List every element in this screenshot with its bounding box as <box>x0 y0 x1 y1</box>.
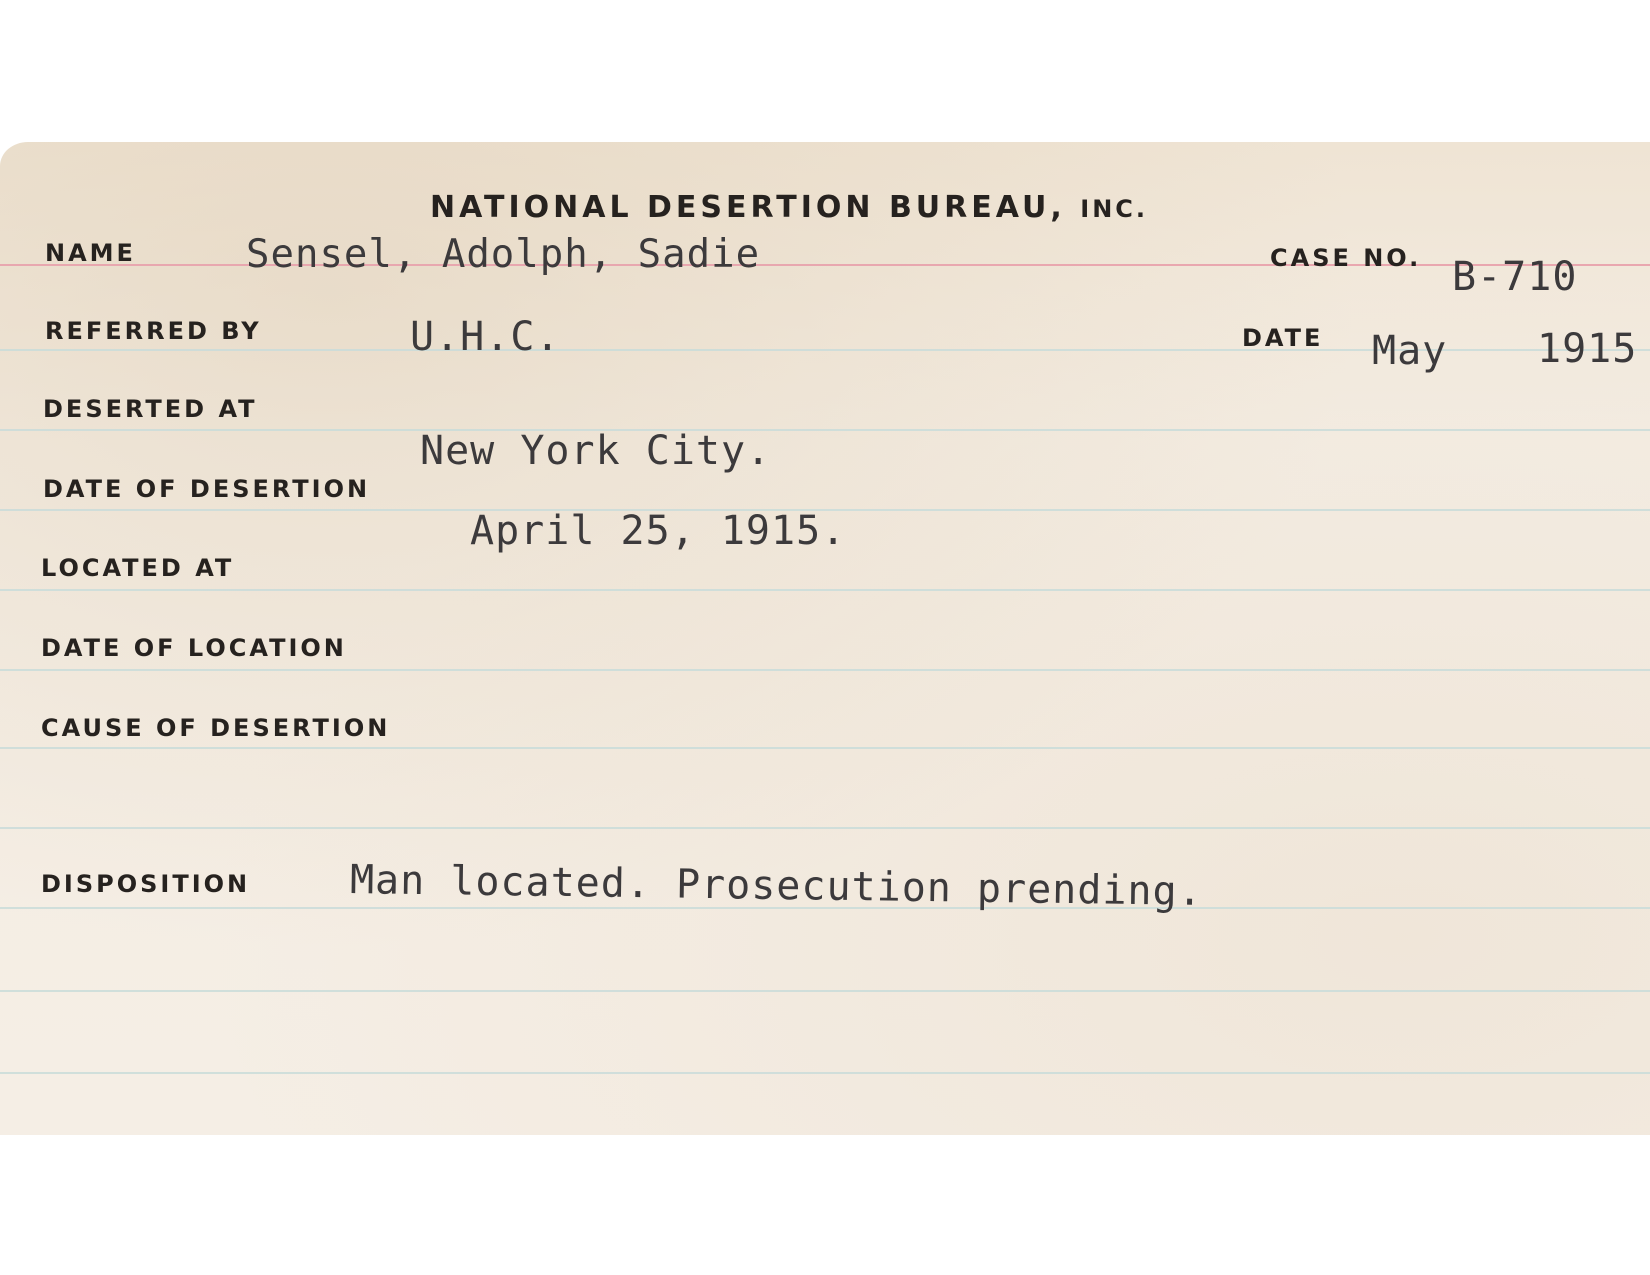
case-no-label: CASE NO. <box>1270 244 1422 272</box>
date-month-value: May <box>1372 328 1448 374</box>
ruled-line <box>0 747 1650 749</box>
referred-by-label: REFERRED BY <box>45 317 262 345</box>
ruled-line <box>0 990 1650 992</box>
bureau-suffix: INC. <box>1080 195 1149 223</box>
ruled-line <box>0 589 1650 591</box>
cause-of-desertion-label: CAUSE OF DESERTION <box>41 714 391 742</box>
deserted-at-label: DESERTED AT <box>43 395 258 423</box>
bureau-name: NATIONAL DESERTION BUREAU, <box>430 190 1066 225</box>
ruled-line <box>0 669 1650 671</box>
date-year-value: 1915 <box>1537 326 1638 372</box>
ruled-line <box>0 827 1650 829</box>
index-card <box>0 142 1650 1135</box>
ruled-line <box>0 1072 1650 1074</box>
case-no-value: B-710 <box>1452 254 1578 300</box>
date-of-desertion-label: DATE OF DESERTION <box>43 475 371 503</box>
date-of-location-label: DATE OF LOCATION <box>41 634 347 662</box>
date-of-desertion-value: April 25, 1915. <box>470 508 847 554</box>
date-label: DATE <box>1242 324 1324 352</box>
disposition-value: Man located. Prosecution prending. <box>349 857 1204 915</box>
name-value: Sensel, Adolph, Sadie <box>246 232 761 277</box>
name-label: NAME <box>45 239 136 267</box>
located-at-label: LOCATED AT <box>41 554 235 582</box>
deserted-at-value: New York City. <box>420 428 772 474</box>
ruled-line <box>0 429 1650 431</box>
bureau-header <box>430 190 1148 225</box>
disposition-label: DISPOSITION <box>41 870 251 898</box>
referred-by-value: U.H.C. <box>410 314 561 360</box>
